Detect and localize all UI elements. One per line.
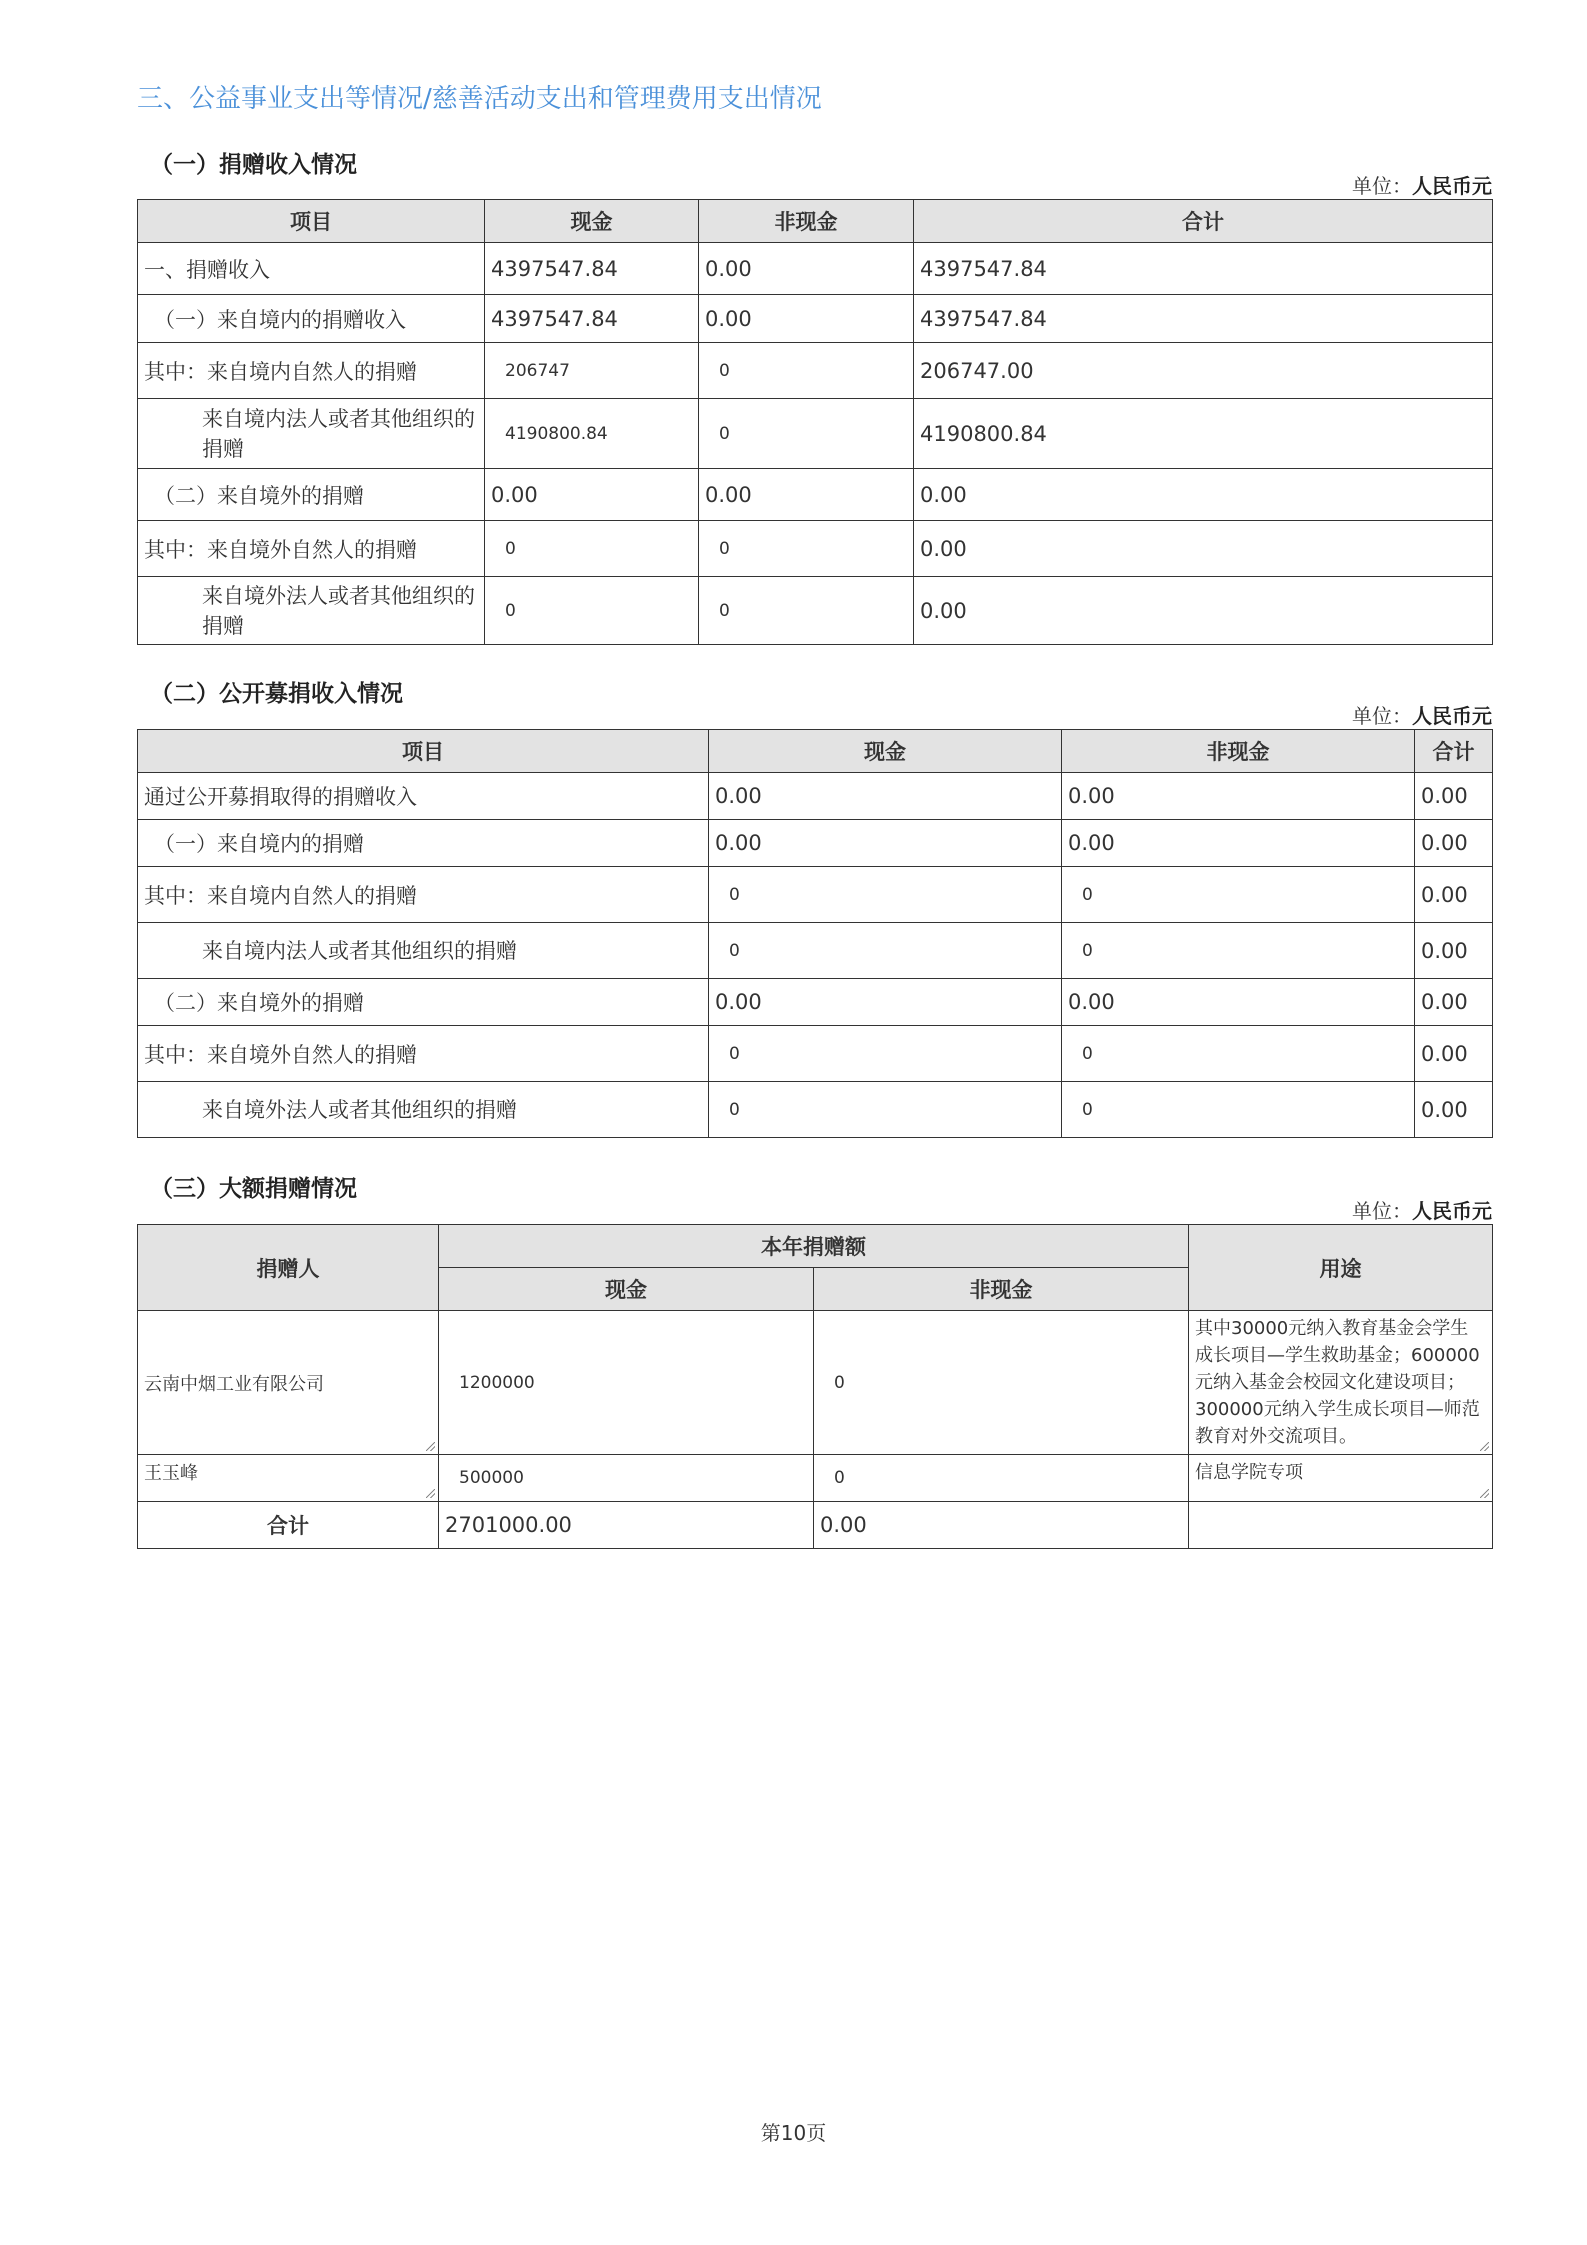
row-noncash-input[interactable]: 0 [1062, 867, 1415, 923]
table-row [138, 469, 1493, 521]
row-cash-input[interactable]: 0 [709, 1026, 1062, 1082]
purpose-input[interactable]: 其中30000元纳入教育基金会学生成长项目—学生救助基金；600000元纳入基金会校园文化建设项目；300000元纳入学生成长项目—师范教育对外交流项目。 [1189, 1311, 1493, 1455]
table-header-row [138, 200, 1493, 243]
public-fundraising-table [137, 729, 1493, 1138]
purpose-input[interactable]: 信息学院专项 [1189, 1455, 1493, 1502]
table-row [138, 343, 1493, 399]
row-item: 来自境外法人或者其他组织的捐赠 [138, 1082, 709, 1138]
header-donor: 捐赠人 [138, 1225, 439, 1311]
row-item: （二）来自境外的捐赠 [138, 979, 709, 1026]
row-total: 0.00 [1415, 820, 1493, 867]
row-noncash-input[interactable]: 0 [699, 399, 914, 469]
donation-noncash-input[interactable]: 0 [814, 1455, 1189, 1502]
row-noncash: 0.00 [1062, 773, 1415, 820]
row-item: （一）来自境内的捐赠 [138, 820, 709, 867]
row-noncash-input[interactable]: 0 [1062, 923, 1415, 979]
row-total: 0.00 [1415, 867, 1493, 923]
table-row [138, 979, 1493, 1026]
row-cash: 0.00 [709, 820, 1062, 867]
unit-label: 单位：人民币元 [1352, 704, 1492, 728]
table-row [138, 923, 1493, 979]
row-item: 通过公开募捐取得的捐赠收入 [138, 773, 709, 820]
header-noncash: 非现金 [814, 1268, 1189, 1311]
row-item: （一）来自境内的捐赠收入 [138, 295, 485, 343]
row-noncash: 0.00 [699, 243, 914, 295]
row-noncash: 0.00 [1062, 979, 1415, 1026]
total-cash: 2701000.00 [439, 1502, 814, 1549]
section-title: 三、公益事业支出等情况/慈善活动支出和管理费用支出情况 [137, 84, 822, 114]
row-total: 0.00 [1415, 979, 1493, 1026]
row-cash-input[interactable]: 0 [485, 521, 699, 577]
total-label: 合计 [138, 1502, 439, 1549]
row-noncash-input[interactable]: 0 [1062, 1026, 1415, 1082]
row-item: 一、捐赠收入 [138, 243, 485, 295]
header-purpose: 用途 [1189, 1225, 1493, 1311]
table-row [138, 1026, 1493, 1082]
row-total: 4397547.84 [914, 243, 1493, 295]
row-cash-input[interactable]: 0 [709, 867, 1062, 923]
row-cash-input[interactable]: 0 [485, 577, 699, 645]
row-cash: 0.00 [709, 773, 1062, 820]
row-total: 0.00 [914, 577, 1493, 645]
row-item: 来自境内法人或者其他组织的捐赠 [138, 399, 485, 469]
row-noncash: 0.00 [699, 295, 914, 343]
row-noncash: 0.00 [699, 469, 914, 521]
header-total: 合计 [1415, 730, 1493, 773]
row-cash-input[interactable]: 4190800.84 [485, 399, 699, 469]
row-total: 4397547.84 [914, 295, 1493, 343]
row-total: 4190800.84 [914, 399, 1493, 469]
donation-income-title: （一）捐赠收入情况 [150, 152, 357, 178]
header-cash: 现金 [439, 1268, 814, 1311]
table-row [138, 577, 1493, 645]
donation-income-table [137, 199, 1493, 645]
row-item: 其中：来自境外自然人的捐赠 [138, 1026, 709, 1082]
row-item: 其中：来自境内自然人的捐赠 [138, 343, 485, 399]
row-total: 206747.00 [914, 343, 1493, 399]
row-total: 0.00 [1415, 923, 1493, 979]
unit-label: 单位：人民币元 [1352, 1199, 1492, 1223]
large-donation-table [137, 1224, 1493, 1549]
row-item: （二）来自境外的捐赠 [138, 469, 485, 521]
row-cash: 4397547.84 [485, 243, 699, 295]
table-row [138, 295, 1493, 343]
table-header-row [138, 730, 1493, 773]
row-cash-input[interactable]: 0 [709, 1082, 1062, 1138]
row-noncash-input[interactable]: 0 [699, 577, 914, 645]
public-fundraising-title: （二）公开募捐收入情况 [150, 681, 403, 707]
table-row [138, 867, 1493, 923]
row-total: 0.00 [914, 469, 1493, 521]
row-item: 来自境外法人或者其他组织的捐赠 [138, 577, 485, 645]
table-row [138, 1311, 1493, 1455]
page-number: 第10页 [760, 2121, 827, 2145]
row-total: 0.00 [1415, 773, 1493, 820]
table-row [138, 820, 1493, 867]
row-item: 来自境内法人或者其他组织的捐赠 [138, 923, 709, 979]
row-item: 其中：来自境内自然人的捐赠 [138, 867, 709, 923]
header-amount: 本年捐赠额 [439, 1225, 1189, 1268]
table-row [138, 1455, 1493, 1502]
donation-noncash-input[interactable]: 0 [814, 1311, 1189, 1455]
unit-label: 单位：人民币元 [1352, 174, 1492, 198]
row-cash: 4397547.84 [485, 295, 699, 343]
total-noncash: 0.00 [814, 1502, 1189, 1549]
row-total: 0.00 [914, 521, 1493, 577]
table-row [138, 773, 1493, 820]
row-cash-input[interactable]: 206747 [485, 343, 699, 399]
row-noncash-input[interactable]: 0 [699, 521, 914, 577]
row-noncash: 0.00 [1062, 820, 1415, 867]
row-cash: 0.00 [709, 979, 1062, 1026]
large-donation-title: （三）大额捐赠情况 [150, 1176, 357, 1202]
header-total: 合计 [914, 200, 1493, 243]
header-noncash: 非现金 [699, 200, 914, 243]
header-cash: 现金 [485, 200, 699, 243]
header-item: 项目 [138, 200, 485, 243]
table-header-row [138, 1225, 1493, 1268]
row-noncash-input[interactable]: 0 [1062, 1082, 1415, 1138]
row-item: 其中：来自境外自然人的捐赠 [138, 521, 485, 577]
row-cash-input[interactable]: 0 [709, 923, 1062, 979]
table-row [138, 1082, 1493, 1138]
donor-input[interactable]: 王玉峰 [138, 1455, 439, 1502]
table-row [138, 399, 1493, 469]
donation-cash-input[interactable]: 500000 [439, 1455, 814, 1502]
header-item: 项目 [138, 730, 709, 773]
header-cash: 现金 [709, 730, 1062, 773]
donor-input[interactable]: 云南中烟工业有限公司 [138, 1311, 439, 1455]
row-noncash-input[interactable]: 0 [699, 343, 914, 399]
total-row [138, 1502, 1493, 1549]
table-row [138, 521, 1493, 577]
row-cash: 0.00 [485, 469, 699, 521]
header-noncash: 非现金 [1062, 730, 1415, 773]
row-total: 0.00 [1415, 1026, 1493, 1082]
donation-cash-input[interactable]: 1200000 [439, 1311, 814, 1455]
total-purpose [1189, 1502, 1493, 1549]
table-row [138, 243, 1493, 295]
row-total: 0.00 [1415, 1082, 1493, 1138]
